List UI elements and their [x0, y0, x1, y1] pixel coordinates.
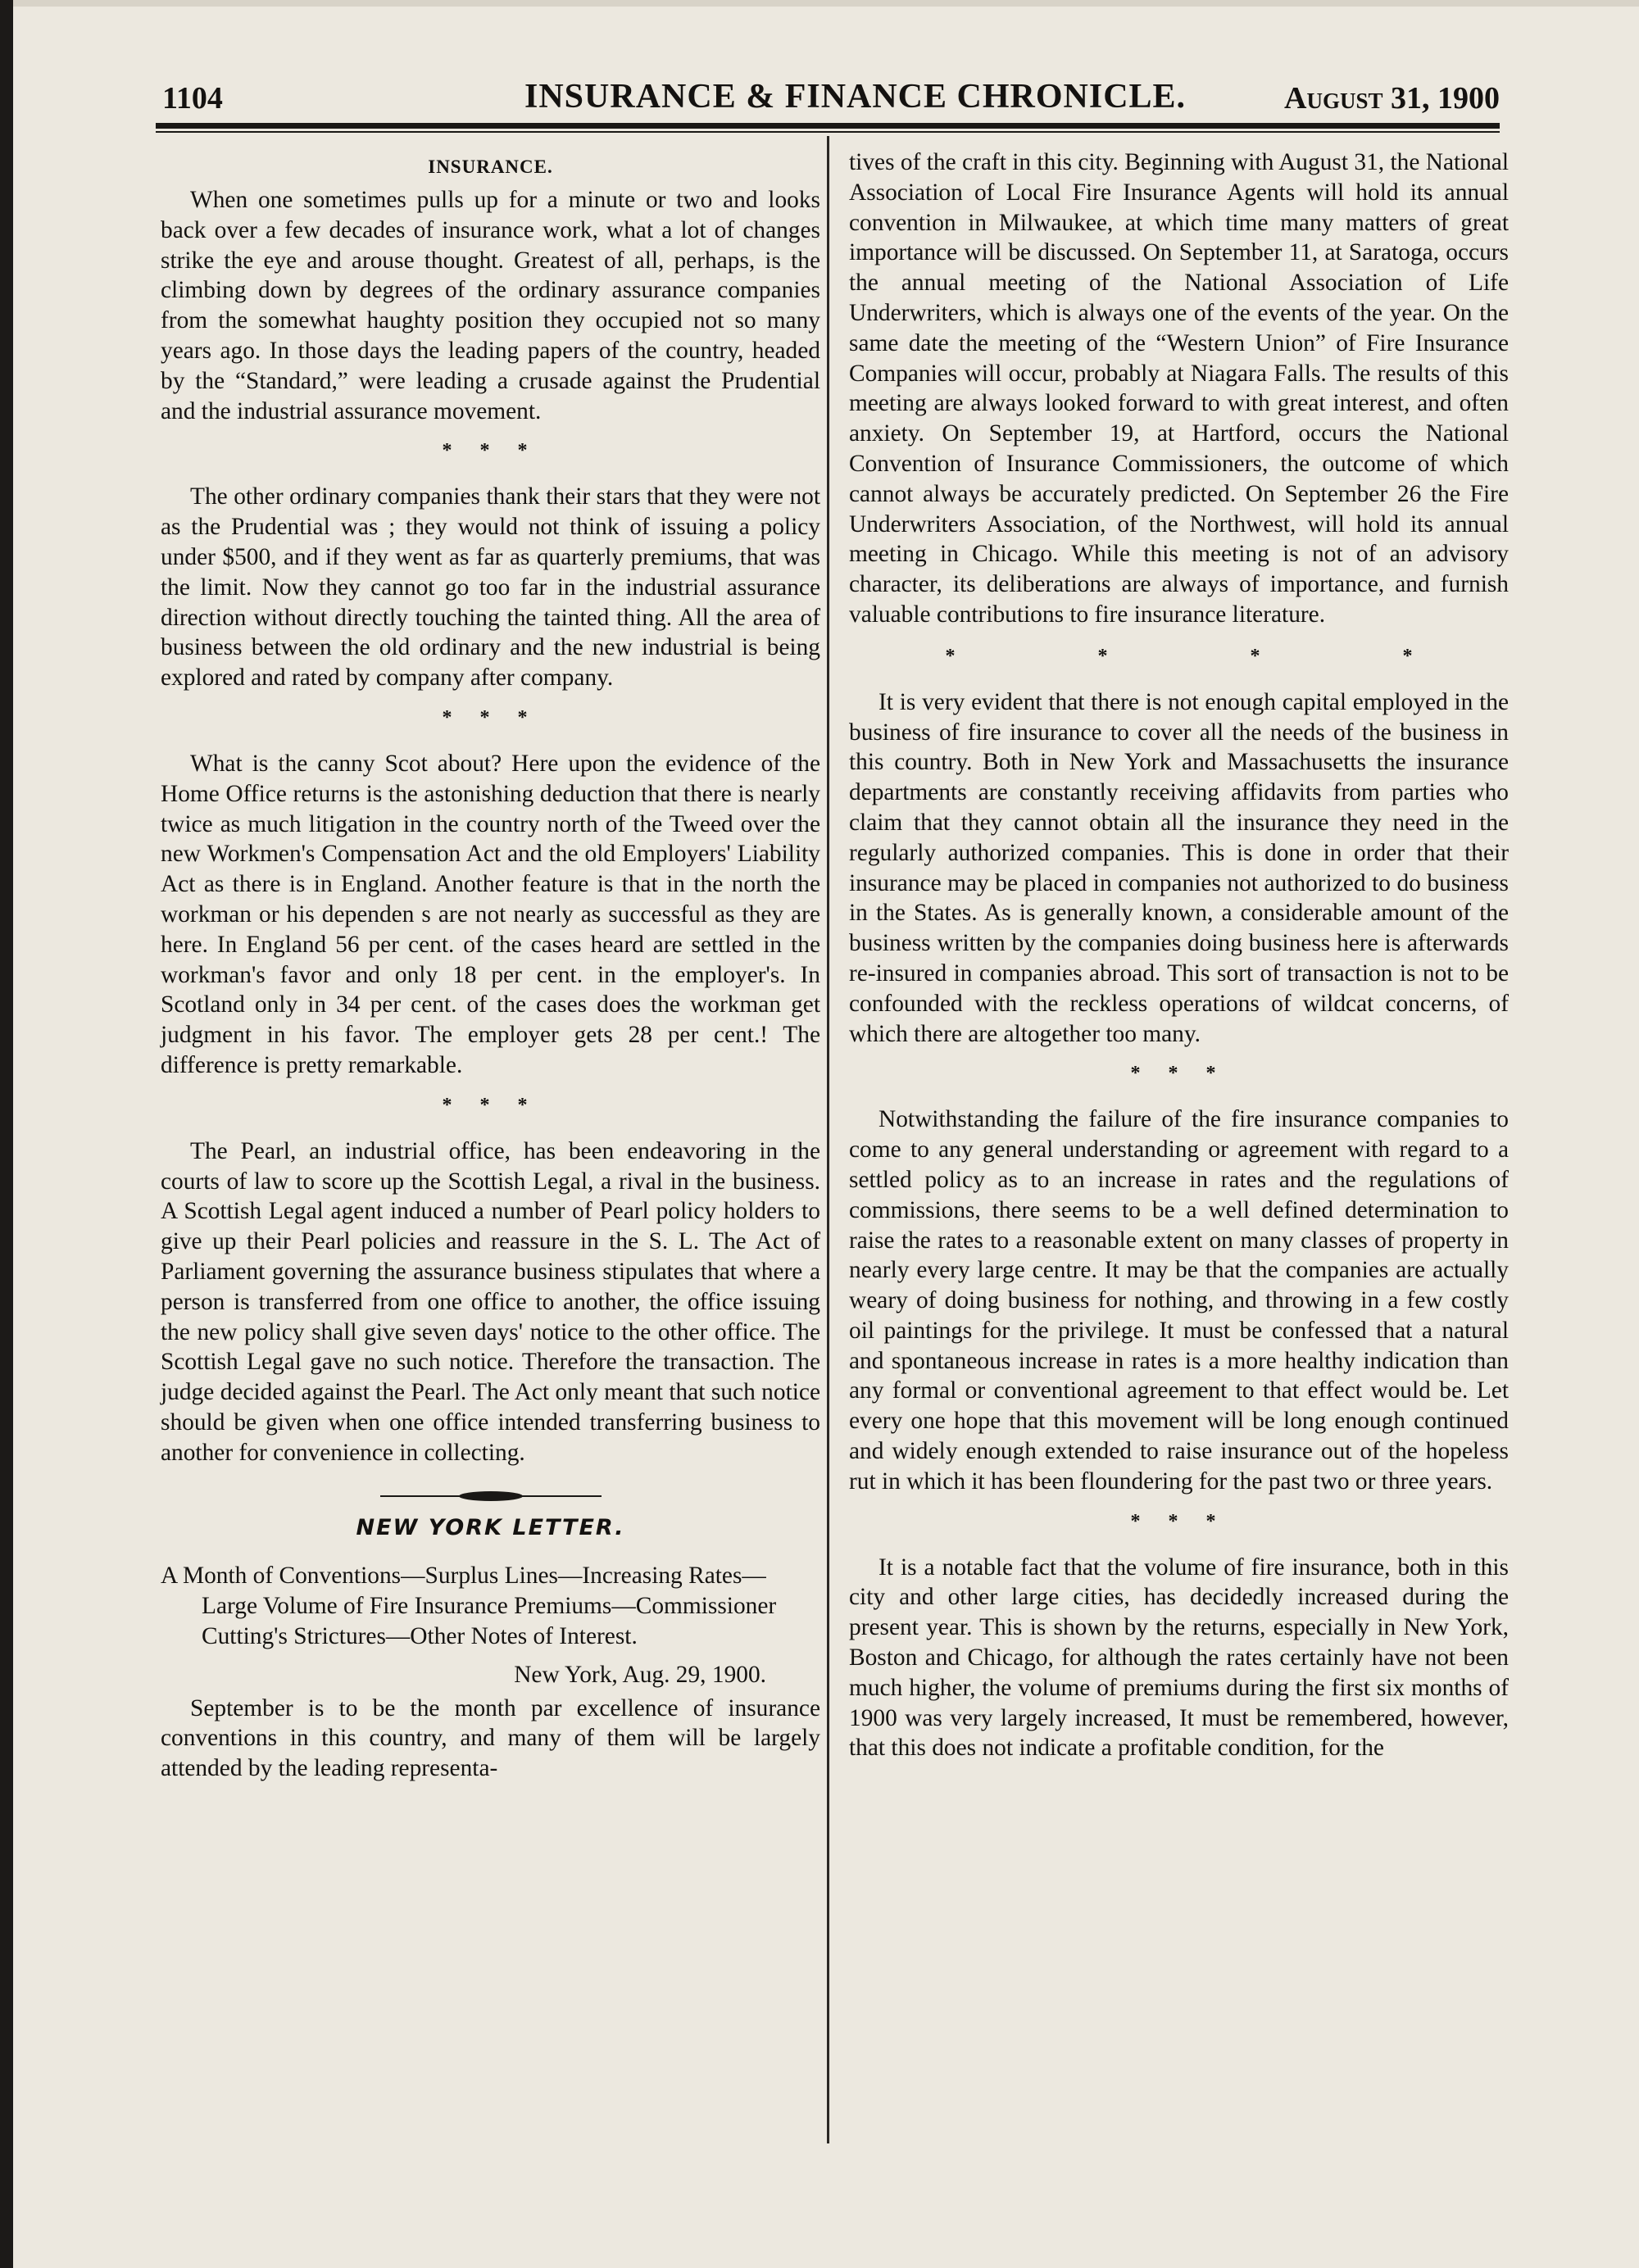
- paragraph: September is to be the month par excellence of insurance conventions in this country, and many of them will be largely attended by the leading representa-: [161, 1694, 820, 1782]
- section-separator: * * *: [442, 1094, 539, 1116]
- section-separator: * * *: [442, 440, 539, 462]
- paragraph: It is a notable fact that the volume of fire insurance, both in this city and other large cities, has decidedly increased during the present year. This is shown by the returns, especially in New York, Boston and Chicago, for although the rates certainly have not been much higher, the volume of premiums during the first six months of 1900 was very largely increased, It must be remembered, however, that this does not indicate a profitable condition, for the: [849, 1554, 1509, 1762]
- paragraph: Notwithstanding the failure of the fire insurance companies to come to any general understanding or agreement with regard to a settled policy as to an increase in rates and the regulations of commissions, there seems to be a well defined determination to raise the rates to a reasonable extent on many classes of property in nearly every large centre. It may be that the companies are actually weary of doing business for nothing, and throwing in a few costly oil paintings for the privilege. It must be confessed that a natural and spontaneous increase in rates is a more healthy indication than any formal or conventional agreement to that effect would be. Let every one hope that this movement will be long enough continued and widely enough extended to raise insurance out of the hopeless rut in which it has been floundering for the past two or three years.: [849, 1106, 1509, 1495]
- insurance-heading: INSURANCE.: [428, 156, 553, 177]
- article-subhead: A Month of Conventions—Surplus Lines—Increasing Rates—Large Volume of Fire Insurance Premiums—Commissioner Cutting's Strictures—Other Notes of Interest.: [161, 1563, 777, 1650]
- divider-ornament: [459, 1491, 523, 1501]
- section-separator: * * *: [1130, 1063, 1228, 1085]
- header-rule-thick: [156, 123, 1500, 129]
- right-column: [849, 147, 1509, 1763]
- paragraph: The Pearl, an industrial office, has been endeavoring in the courts of law to score up the Scottish Legal, a rival in the business. A Scottish Legal agent induced a number of Pearl policy holders to give up their Pearl policies and reassure in the S. L. The Act of Parliament governing the assurance business stipulates that where a person is transferred from one office to another, the office issuing the new policy shall give seven days' notice to the other office. The Scottish Legal gave no such notice. Therefore the transaction. The judge decided against the Pearl. The Act only meant that such notice should be given when one office intended transferring business to another for convenience in collecting.: [161, 1137, 820, 1466]
- ornamental-divider: [380, 1490, 602, 1502]
- paragraph: It is very evident that there is not enough capital employed in the business of fire insurance to cover all the needs of the business in this country. Both in New York and Massachusetts the insurance departments are constantly receiving affidavits from parties who claim that they cannot obtain all the insurance they need in the regularly authorized companies. This is done in order that their insurance may be placed in companies not authorized to do business in the States. As is generally known, a considerable amount of the business written by the companies doing business here is afterwards re-insured in companies abroad. This sort of transaction is not to be confounded with the reckless operations of wildcat concerns, of which there are altogether too many.: [849, 688, 1509, 1047]
- paragraph: tives of the craft in this city. Beginning with August 31, the National Association of Local Fire Insurance Agents will hold its annual convention in Milwaukee, at which time many matters of great importance will be discussed. On September 11, at Saratoga, occurs the annual meeting of the National Association of Life Underwriters, which is always one of the events of the year. On the same date the meeting of the “Western Union” of Fire Insurance Companies will occur, probably at Niagara Falls. The results of this meeting are always looked forward to with great interest, and often anxiety. On September 19, at Hartford, occurs the National Convention of Insurance Commissioners, the outcome of which cannot always be accurately predicted. On September 26 the Fire Underwriters Association, of the Northwest, will hold its annual meeting in Chicago. While this meeting is not of an advisory character, its deliberations are always of importance, and furnish valuable contributions to fire insurance literature.: [849, 149, 1509, 628]
- scan-edge-top: [0, 0, 1639, 7]
- section-separator: * * *: [1130, 1510, 1228, 1532]
- section-separator: * * *: [442, 706, 539, 728]
- left-column: [161, 138, 820, 1784]
- new-york-letter-title: NEW YORK LETTER.: [356, 1515, 625, 1541]
- paragraph: The other ordinary companies thank their stars that they were not as the Prudential was ; they would not think of issuing a policy under $500, and if they went as far as quarterly premiums, that was the limit. Now they cannot go too far in the industrial assurance direction without directly touching the tainted thing. All the area of business between the old ordinary and the new industrial is being explored and rated by company after company.: [161, 483, 820, 692]
- section-separator: * * * *: [945, 645, 1482, 667]
- scan-edge-left: [0, 0, 13, 2268]
- page-header: [156, 75, 1500, 125]
- column-rule: [827, 136, 829, 2143]
- issue-date: August 31, 1900: [1284, 81, 1500, 116]
- paragraph: What is the canny Scot about? Here upon the evidence of the Home Office returns is the astonishing deduction that there is nearly twice as much litigation in the country north of the Tweed over the new Workmen's Compensation Act and the old Employers' Liability Act as there is in England. Another feature is that in the north the workman or his dependen s are not nearly as successful as they are here. In England 56 per cent. of the cases heard are settled in the workman's favor and only 18 per cent. in the employer's. In Scotland only in 34 per cent. of the cases does the workman get judgment in his favor. The employer gets 28 per cent.! The difference is pretty remarkable.: [161, 750, 820, 1078]
- paragraph: When one sometimes pulls up for a minute or two and looks back over a few decades of insurance work, what a lot of changes strike the eye and arouse thought. Greatest of all, perhaps, is the climbing down by degrees of the ordinary assurance companies from the somewhat haughty position they occupied not so many years ago. In those days the leading papers of the country, headed by the “Standard,” were leading a crusade against the Prudential and the industrial assurance movement.: [161, 187, 820, 424]
- header-rule-thin: [156, 131, 1500, 133]
- publication-title: INSURANCE & FINANCE CHRONICLE.: [524, 78, 1187, 116]
- dateline: New York, Aug. 29, 1900.: [514, 1661, 766, 1688]
- page-number: 1104: [162, 81, 223, 116]
